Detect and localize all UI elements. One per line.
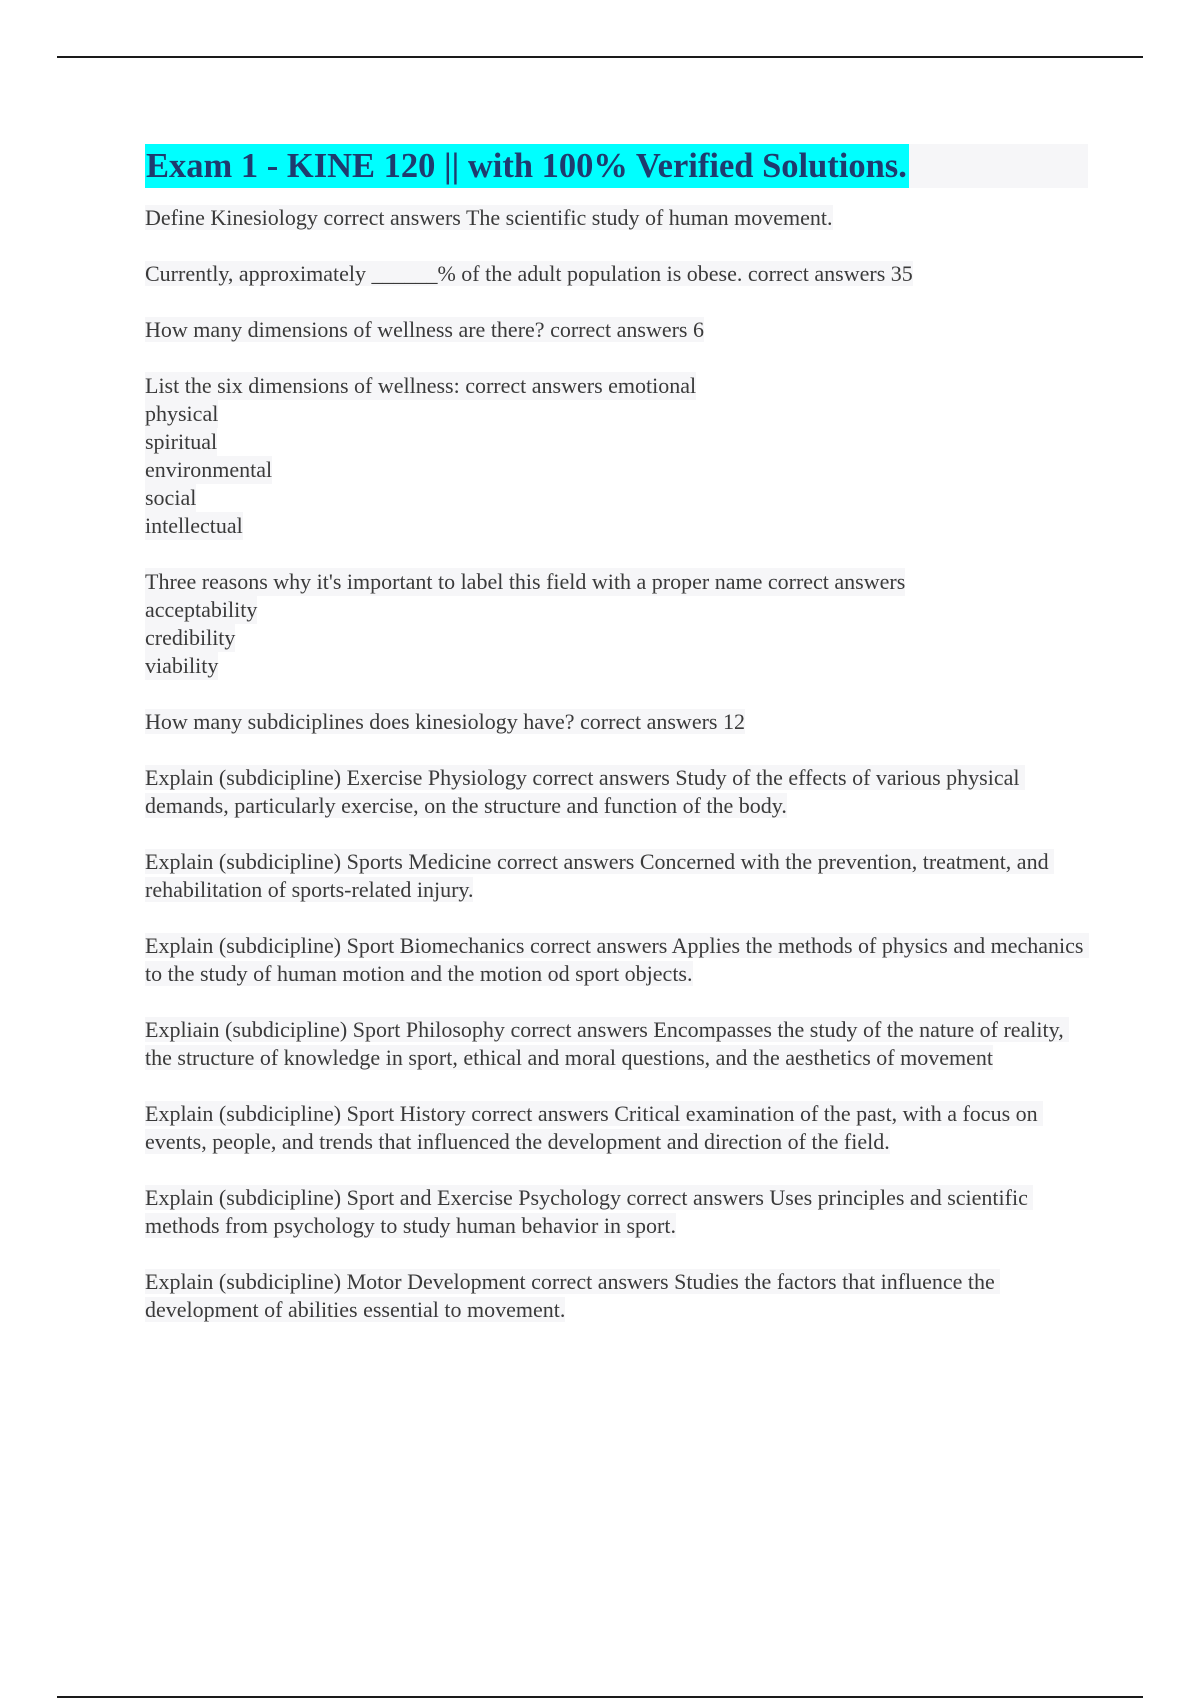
answer-marker: correct answers bbox=[550, 317, 688, 342]
document-body bbox=[145, 144, 1090, 1352]
qa-question-line bbox=[145, 849, 1054, 902]
answer-list-item: acceptability bbox=[145, 597, 258, 622]
qa-item bbox=[145, 260, 1090, 288]
answer-text: 35 bbox=[890, 261, 913, 286]
qa-question-line bbox=[145, 933, 1089, 986]
qa-item bbox=[145, 848, 1090, 904]
qa-item bbox=[145, 1184, 1090, 1240]
answer-marker: correct answers bbox=[532, 765, 670, 790]
question-text: Explain (subdicipline) Sport Biomechanics bbox=[145, 933, 525, 958]
answer-marker: correct answers bbox=[747, 261, 886, 286]
answer-list-item: viability bbox=[145, 653, 219, 678]
answer-text: 12 bbox=[722, 709, 745, 734]
answer-text: Critical examination of the past, with a focus on events, people, and trends that influenced the development and direction of the field. bbox=[145, 1101, 1044, 1154]
qa-item bbox=[145, 1268, 1090, 1324]
qa-item bbox=[145, 764, 1090, 820]
answer-marker: correct answers bbox=[580, 709, 718, 734]
answer-text: The scientific study of human movement. bbox=[465, 205, 833, 230]
qa-item bbox=[145, 204, 1090, 232]
qa-question-line bbox=[145, 1185, 1033, 1238]
answer-text: 6 bbox=[693, 317, 704, 342]
answer-text: emotional bbox=[608, 373, 697, 398]
qa-item bbox=[145, 708, 1090, 736]
answer-marker: correct answers bbox=[323, 205, 461, 230]
answer-text: Concerned with the prevention, treatment, and rehabilitation of sports-related injury. bbox=[145, 849, 1055, 902]
qa-question-line bbox=[145, 317, 704, 342]
top-rule bbox=[57, 56, 1143, 58]
answer-text: Encompasses the study of the nature of reality, the structure of knowledge in sport, ethical and moral questions, and the aesthetics of movement bbox=[145, 1017, 1070, 1070]
question-text: Expliain (subdicipline) Sport Philosophy bbox=[145, 1017, 505, 1042]
qa-question-line bbox=[145, 709, 745, 734]
qa-question-line bbox=[145, 205, 833, 230]
qa-item bbox=[145, 568, 1090, 680]
answer-marker: correct answers bbox=[626, 1185, 764, 1210]
answer-text: Studies the factors that influence the development of abilities essential to movement. bbox=[145, 1269, 1001, 1322]
qa-question-line bbox=[145, 1101, 1043, 1154]
question-text: How many dimensions of wellness are there? bbox=[145, 317, 545, 342]
answer-marker: correct answers bbox=[471, 1101, 609, 1126]
question-text: Explain (subdicipline) Exercise Physiology bbox=[145, 765, 527, 790]
answer-list-item: environmental bbox=[145, 457, 273, 482]
qa-item bbox=[145, 1100, 1090, 1156]
answer-marker: correct answers bbox=[496, 849, 635, 874]
qa-question-line bbox=[145, 1269, 1000, 1322]
qa-item bbox=[145, 316, 1090, 344]
qa-item bbox=[145, 1016, 1090, 1072]
answer-list-item: physical bbox=[145, 401, 219, 426]
qa-item bbox=[145, 372, 1090, 540]
answer-marker: correct answers bbox=[529, 933, 668, 958]
question-text: Explain (subdicipline) Sport and Exercise Psychology bbox=[145, 1185, 621, 1210]
question-text: How many subdiciplines does kinesiology have? bbox=[145, 709, 575, 734]
answer-marker: correct answers bbox=[510, 1017, 648, 1042]
answer-marker: correct answers bbox=[465, 373, 603, 398]
answer-text: Uses principles and scientific methods from psychology to study human behavior in sport. bbox=[145, 1185, 1034, 1238]
answer-text: Study of the effects of various physical demands, particularly exercise, on the structure and function of the body. bbox=[145, 765, 1025, 818]
answer-list-item: spiritual bbox=[145, 429, 218, 454]
question-text: Three reasons why it's important to label this field with a proper name bbox=[145, 569, 763, 594]
answer-marker: correct answers bbox=[767, 569, 906, 594]
title-band bbox=[145, 144, 1088, 188]
qa-list bbox=[145, 204, 1090, 1324]
document-title: Exam 1 - KINE 120 || with 100% Verified Solutions. bbox=[145, 144, 909, 188]
question-text: List the six dimensions of wellness: bbox=[145, 373, 460, 398]
question-text: Currently, approximately ______% of the adult population is obese. bbox=[145, 261, 743, 286]
qa-question-line bbox=[145, 765, 1025, 818]
qa-question-line bbox=[145, 1017, 1069, 1070]
question-text: Explain (subdicipline) Sport History bbox=[145, 1101, 466, 1126]
qa-question-line bbox=[145, 372, 696, 400]
bottom-rule bbox=[57, 1696, 1143, 1698]
qa-question-line bbox=[145, 261, 913, 286]
question-text: Define Kinesiology bbox=[145, 205, 318, 230]
answer-text: Applies the methods of physics and mechanics to the study of human motion and the motion od sport objects. bbox=[145, 933, 1089, 986]
answer-list-item: credibility bbox=[145, 625, 236, 650]
qa-item bbox=[145, 932, 1090, 988]
answer-marker: correct answers bbox=[531, 1269, 669, 1294]
question-text: Explain (subdicipline) Motor Development bbox=[145, 1269, 526, 1294]
answer-list-item: social bbox=[145, 485, 197, 510]
qa-question-line bbox=[145, 568, 905, 596]
question-text: Explain (subdicipline) Sports Medicine bbox=[145, 849, 492, 874]
answer-list-item: intellectual bbox=[145, 513, 243, 538]
